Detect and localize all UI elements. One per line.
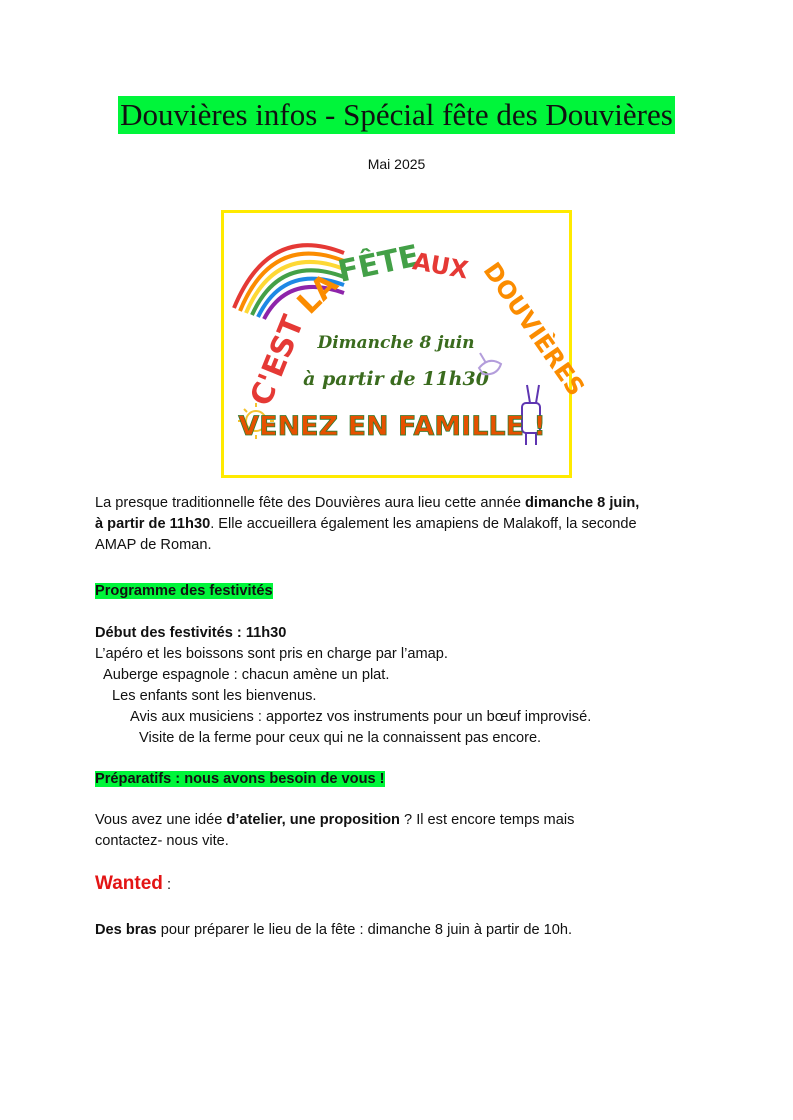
preparatifs-bold: d’atelier, une proposition — [226, 812, 400, 828]
poster-word-la: LA — [290, 266, 346, 322]
programme-line-musiciens: Avis aux musiciens : apportez vos instruments pour un bœuf improvisé. — [130, 709, 592, 725]
programme-heading-line — [95, 581, 715, 602]
event-poster — [221, 210, 591, 478]
wanted-heading-line — [95, 873, 715, 896]
programme-line-enfants: Les enfants sont les bienvenus. — [112, 688, 317, 704]
preparatifs-paragraph — [95, 810, 715, 852]
preparatifs-text-3: contactez- nous vite. — [95, 833, 229, 849]
preparatifs-heading-line — [95, 769, 715, 790]
wanted-bold: Des bras — [95, 922, 157, 938]
poster-word-aux: AUX — [410, 247, 471, 285]
title-block — [0, 96, 793, 134]
poster-word-fete: FÊTE — [334, 238, 423, 290]
preparatifs-text-1: Vous avez une idée — [95, 812, 227, 828]
programme-line-ferme: Visite de la ferme pour ceux qui ne la connaissent pas encore. — [139, 730, 542, 746]
intro-time: à partir de 11h30 — [95, 516, 211, 532]
intro-text-3: AMAP de Roman. — [95, 537, 212, 553]
wanted-text: pour préparer le lieu de la fête : dimanche 8 juin à partir de 10h. — [156, 922, 573, 938]
programme-heading: Programme des festivités — [95, 583, 273, 599]
preparatifs-text-2: ? Il est encore temps mais — [399, 812, 575, 828]
poster-date: Dimanche 8 juin — [317, 333, 475, 353]
preparatifs-heading: Préparatifs : nous avons besoin de vous ! — [95, 771, 385, 787]
poster-footer: VENEZ EN FAMILLE ! — [238, 411, 546, 442]
poster-time: à partir de 11h30 — [303, 368, 489, 390]
wanted-paragraph — [95, 920, 715, 941]
programme-list — [95, 623, 715, 749]
wanted-suffix: : — [162, 877, 172, 893]
programme-line-apero: L’apéro et les boissons sont pris en charge par l’amap. — [95, 646, 448, 662]
intro-date: dimanche 8 juin, — [525, 495, 640, 511]
intro-paragraph — [95, 493, 715, 556]
poster-word-douvieres: DOUVIÈRES — [477, 257, 591, 402]
poster-word-cest: C'EST — [243, 310, 312, 411]
wanted-label: Wanted — [95, 873, 163, 894]
document-title: Douvières infos - Spécial fête des Douvières — [120, 97, 673, 132]
programme-start: Début des festivités : 11h30 — [95, 625, 287, 641]
intro-text-1: La presque traditionnelle fête des Douvières aura lieu cette année — [95, 495, 525, 511]
intro-text-2: . Elle accueillera également les amapiens de Malakoff, la seconde — [210, 516, 637, 532]
document-date: Mai 2025 — [367, 156, 426, 172]
programme-line-auberge: Auberge espagnole : chacun amène un plat. — [103, 667, 390, 683]
poster-illustration — [224, 213, 591, 475]
